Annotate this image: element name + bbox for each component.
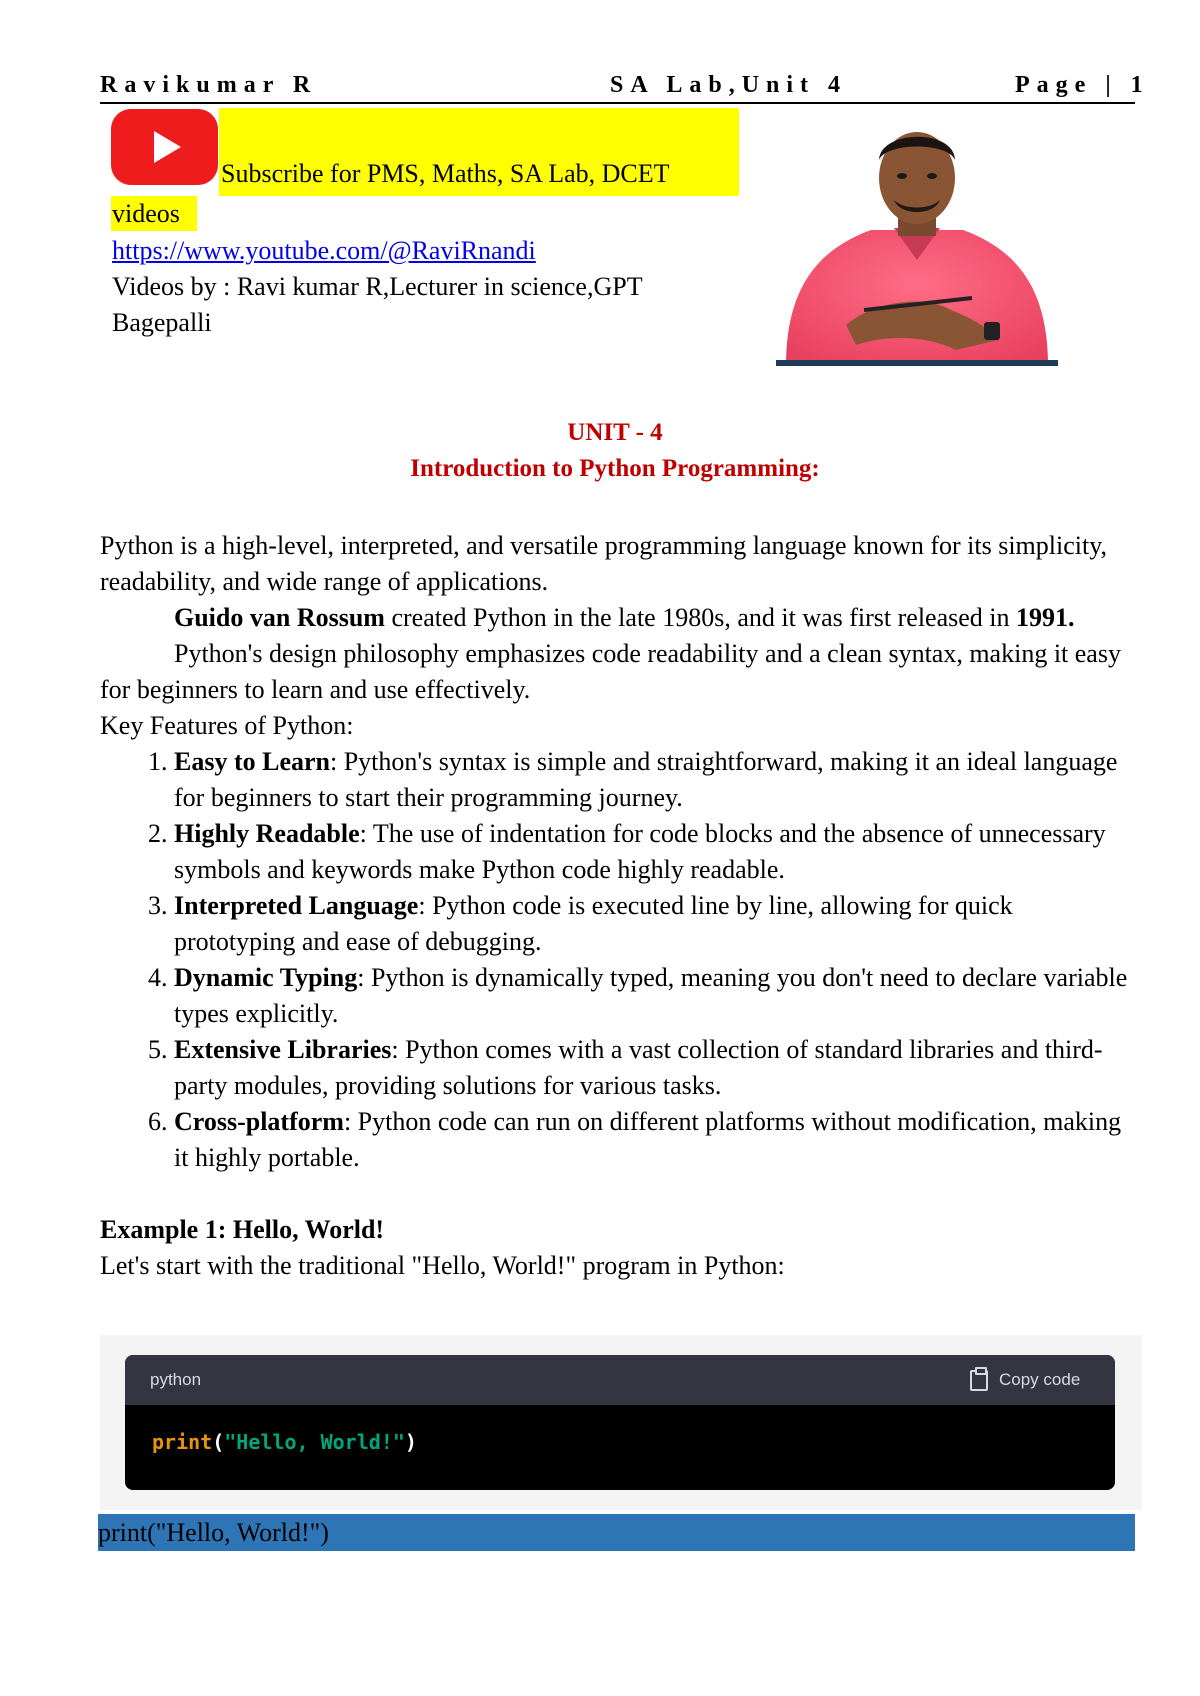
code-token-paren-close: ) (404, 1430, 417, 1454)
header-course: SA Lab,Unit 4 (610, 72, 848, 98)
feature-desc: : Python code can run on different platforms without modification, making it highly portable. (174, 1107, 1122, 1172)
features-list (100, 744, 1140, 1176)
feature-term: Extensive Libraries (174, 1035, 392, 1064)
code-language-label: python (150, 1370, 202, 1389)
code-line (152, 1430, 417, 1454)
header-author: Ravikumar R (100, 72, 318, 98)
feature-term: Interpreted Language (174, 891, 419, 920)
videos-by-text-cont: Bagepalli (112, 308, 212, 337)
intro-paragraph-2-text: created Python in the late 1980s, and it was first released in (384, 603, 1017, 632)
code-token-string: "Hello, World!" (224, 1430, 405, 1454)
feature-desc: : The use of indentation for code blocks and the absence of unnecessary symbols and keywords make Python code highly readable. (174, 819, 1106, 884)
features-heading: Key Features of Python: (100, 711, 354, 740)
author-photo (776, 120, 1058, 366)
release-year: 1991. (1016, 603, 1075, 632)
page-header (100, 72, 1150, 104)
code-token-function: print (152, 1430, 213, 1454)
copy-code-label: Copy code (999, 1370, 1081, 1389)
feature-item (174, 960, 1140, 1032)
feature-term: Cross-platform (174, 1107, 344, 1136)
blank-line (100, 1176, 1140, 1212)
code-block (125, 1355, 1115, 1490)
unit-title: UNIT - 4 (567, 419, 663, 446)
feature-desc: : Python code is executed line by line, allowing for quick prototyping and ease of debugging. (174, 891, 1013, 956)
code-token-paren-open: ( (212, 1430, 225, 1454)
creator-name: Guido van Rossum (174, 603, 385, 632)
clipboard-icon (970, 1370, 988, 1391)
play-triangle-icon (154, 131, 181, 163)
example-heading: Example 1: Hello, World! (100, 1215, 385, 1244)
unit-subtitle: Introduction to Python Programming: (410, 455, 820, 482)
feature-term: Easy to Learn (174, 747, 330, 776)
feature-term: Dynamic Typing (174, 963, 358, 992)
intro-paragraph-3: Python's design philosophy emphasizes code readability and a clean syntax, making it easy for beginners to learn and use effectively. (100, 639, 1121, 704)
feature-item (174, 816, 1140, 888)
youtube-play-icon[interactable] (111, 109, 218, 185)
feature-item (174, 888, 1140, 960)
intro-paragraph-1: Python is a high-level, interpreted, and versatile programming language known for its simplicity, readability, and wide range of applications. (100, 531, 1108, 596)
feature-item (174, 1104, 1140, 1176)
feature-term: Highly Readable (174, 819, 360, 848)
feature-desc: : Python's syntax is simple and straightforward, making it an ideal language for beginners to start their programming journey. (174, 747, 1118, 812)
code-block-header (125, 1355, 1115, 1405)
subscribe-text: Subscribe for PMS, Maths, SA Lab, DCET (221, 159, 670, 188)
print-statement-line: print("Hello, World!") (98, 1514, 1135, 1551)
document-body (100, 528, 1140, 1284)
channel-link[interactable]: https://www.youtube.com/@RaviRnandi (112, 236, 536, 265)
feature-item (174, 1032, 1140, 1104)
intro-paragraph-2 (100, 600, 1140, 636)
header-page-number: Page | 1 (1015, 72, 1150, 98)
feature-desc: : Python comes with a vast collection of standard libraries and third-party modules, providing solutions for various tasks. (174, 1035, 1103, 1100)
feature-desc: : Python is dynamically typed, meaning you don't need to declare variable types explicitly. (174, 963, 1128, 1028)
feature-item (174, 744, 1140, 816)
subscribe-text-cont: videos (112, 199, 180, 228)
videos-by-text: Videos by : Ravi kumar R,Lecturer in science,GPT (112, 272, 643, 301)
example-lead: Let's start with the traditional "Hello, World!" program in Python: (100, 1251, 785, 1280)
channel-link-wrap (112, 233, 536, 268)
